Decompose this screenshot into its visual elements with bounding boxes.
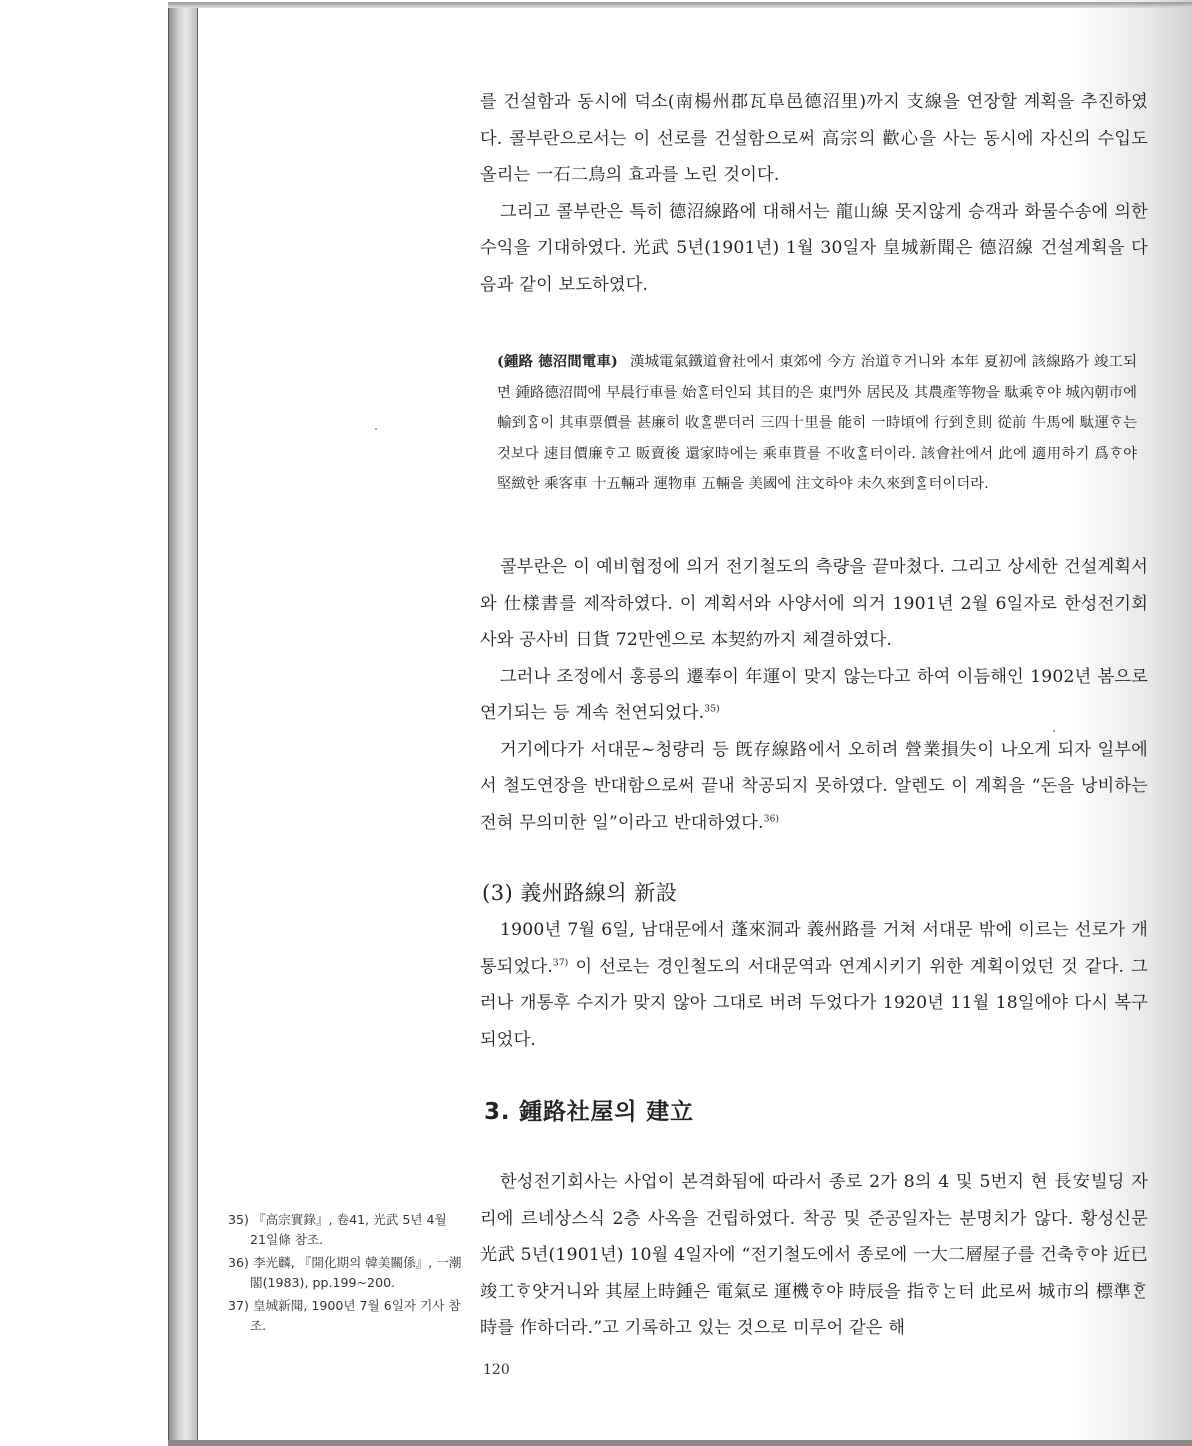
footnote-ref-37[interactable]: 37) — [552, 957, 569, 968]
paragraph-survey: 콜부란은 이 예비협정에 의거 전기철도의 측량을 끝마쳤다. 그리고 상세한 건설계획서와 仕樣書를 제작하였다. 이 계획서와 사양서에 의거 1901년 2월 6일자로 한성전기회사와 공사비 日貨 72만엔으로 本契約까지 체결하였다. — [480, 557, 1148, 650]
quote-heading: (鍾路 德沼間電車) — [497, 353, 618, 370]
paragraph-continuation: 를 건설함과 동시에 덕소(南楊州郡瓦阜邑德沼里)까지 支線을 연장할 계획을 추진하였다. 콜부란으로서는 이 선로를 건설함으로써 高宗의 歡心을 사는 동시에 자신의 수입도 올리는 一石二鳥의 효과를 노린 것이다. — [480, 92, 1148, 185]
page-top-edge — [168, 2, 1192, 8]
subheading-uiju-line: (3) 義州路線의 新設 — [482, 881, 678, 905]
body-text-section — [480, 1164, 1148, 1347]
footnotes — [228, 1210, 464, 1339]
body-text-top — [480, 84, 1148, 303]
paragraph-uiju: 1900년 7월 6일, 남대문에서 蓬來洞과 義州路를 거쳐 서대문 밖에 이르는 선로가 개통되었다.$^{37)}$ 이 선로는 경인철도의 서대문역과 연계시키기 위한 계획이었던 것 같다. 그러나 개통후 수지가 맞지 않아 그대로 버려 두었다가 1920년 11월 18일에야 다시 복구되었다. — [480, 920, 1148, 1050]
page-bottom-edge — [168, 1440, 1192, 1446]
section-title: 3. 鍾路社屋의 建立 — [484, 1099, 694, 1125]
paragraph-office-building: 한성전기회사는 사업이 본격화됨에 따라서 종로 2가 8의 4 및 5번지 현 長安빌딩 자리에 르네상스식 2층 사옥을 건립하였다. 착공 및 준공일자는 분명치가 않다. 황성신문 光武 5년(1901년) 10월 4일자에 “전기철도에서 종로에 一大二層屋子를 건축ᄒᆞ야 近已竣工ᄒᆞ얏거니와 其屋上時鍾은 電氣로 運機ᄒᆞ야 時辰을 指ᄒᆞᄂᆞᆫ터 此로써 城市의 標準ᄒᆞᆫ時를 作하더라.”고 기록하고 있는 것으로 미루어 같은 해 — [480, 1172, 1148, 1338]
footnote-ref-36[interactable]: 36) — [763, 813, 780, 824]
footnote-37: 37) 皇城新聞, 1900년 7월 6일자 기사 참조. — [228, 1298, 461, 1333]
paragraph-delay: 그러나 조정에서 홍릉의 遷奉이 年運이 맞지 않는다고 하여 이듬해인 1902년 봄으로 연기되는 등 계속 천연되었다.$^{35)}$ — [480, 666, 1148, 723]
quote-text: 漢城電氣鐵道會社에서 東郊에 今方 治道ᄒᆞ거니와 本年 夏初에 該線路가 竣工되면 鍾路德沼間에 早晨行車를 始ᄒᆞᆯ터인되 其目的은 東門外 居民及 其農產等物을 駄乘ᄒᆞ야 城內朝市에 輸到ᄒᆞᆷ이 其車票價를 甚廉히 收ᄒᆞᆯ뿐더러 三四十里를 能히 一時頃에 行到ᄒᆞᆫ則 從前 牛馬에 駄運ᄒᆞ는 것보다 速目價廉ᄒᆞ고 販賣後 還家時에는 乘車貰를 不收ᄒᆞᆯ터이라. 該會社에서 此에 適用하기 爲ᄒᆞ야 堅緻한 乘客車 十五輛과 運物車 五輛을 美國에 注文하야 未久來到ᄒᆞᆯ터이더라. — [497, 354, 1137, 492]
newspaper-quote — [497, 347, 1137, 500]
body-text-uiju — [480, 912, 1148, 1058]
footnote-36: 36) 李光麟, 『開化期의 韓美關係』, 一潮閣(1983), pp.199~200. — [228, 1255, 462, 1290]
paragraph-opposition: 거기에다가 서대문~청량리 등 旣存線路에서 오히려 營業損失이 나오게 되자 일부에서 철도연장을 반대함으로써 끝내 착공되지 못하였다. 알렌도 이 계획을 “돈을 낭비하는 전혀 무의미한 일”이라고 반대하였다.$^{36)}$ — [480, 739, 1148, 833]
page-number: 120 — [483, 1362, 510, 1378]
paragraph-deokso: 그리고 콜부란은 특히 德沼線路에 대해서는 龍山線 못지않게 승객과 화물수송에 의한 수익을 기대하였다. 光武 5년(1901년) 1월 30일자 皇城新聞은 德沼線 건설계획을 다음과 같이 보도하였다. — [480, 201, 1148, 295]
scan-speck — [375, 428, 377, 430]
footnote-35: 35) 『高宗實錄』, 卷41, 光武 5년 4월 21일條 참조. — [228, 1212, 447, 1247]
footnote-ref-35[interactable]: 35) — [704, 704, 720, 715]
book-spine — [168, 8, 198, 1444]
body-text-mid — [480, 549, 1148, 841]
